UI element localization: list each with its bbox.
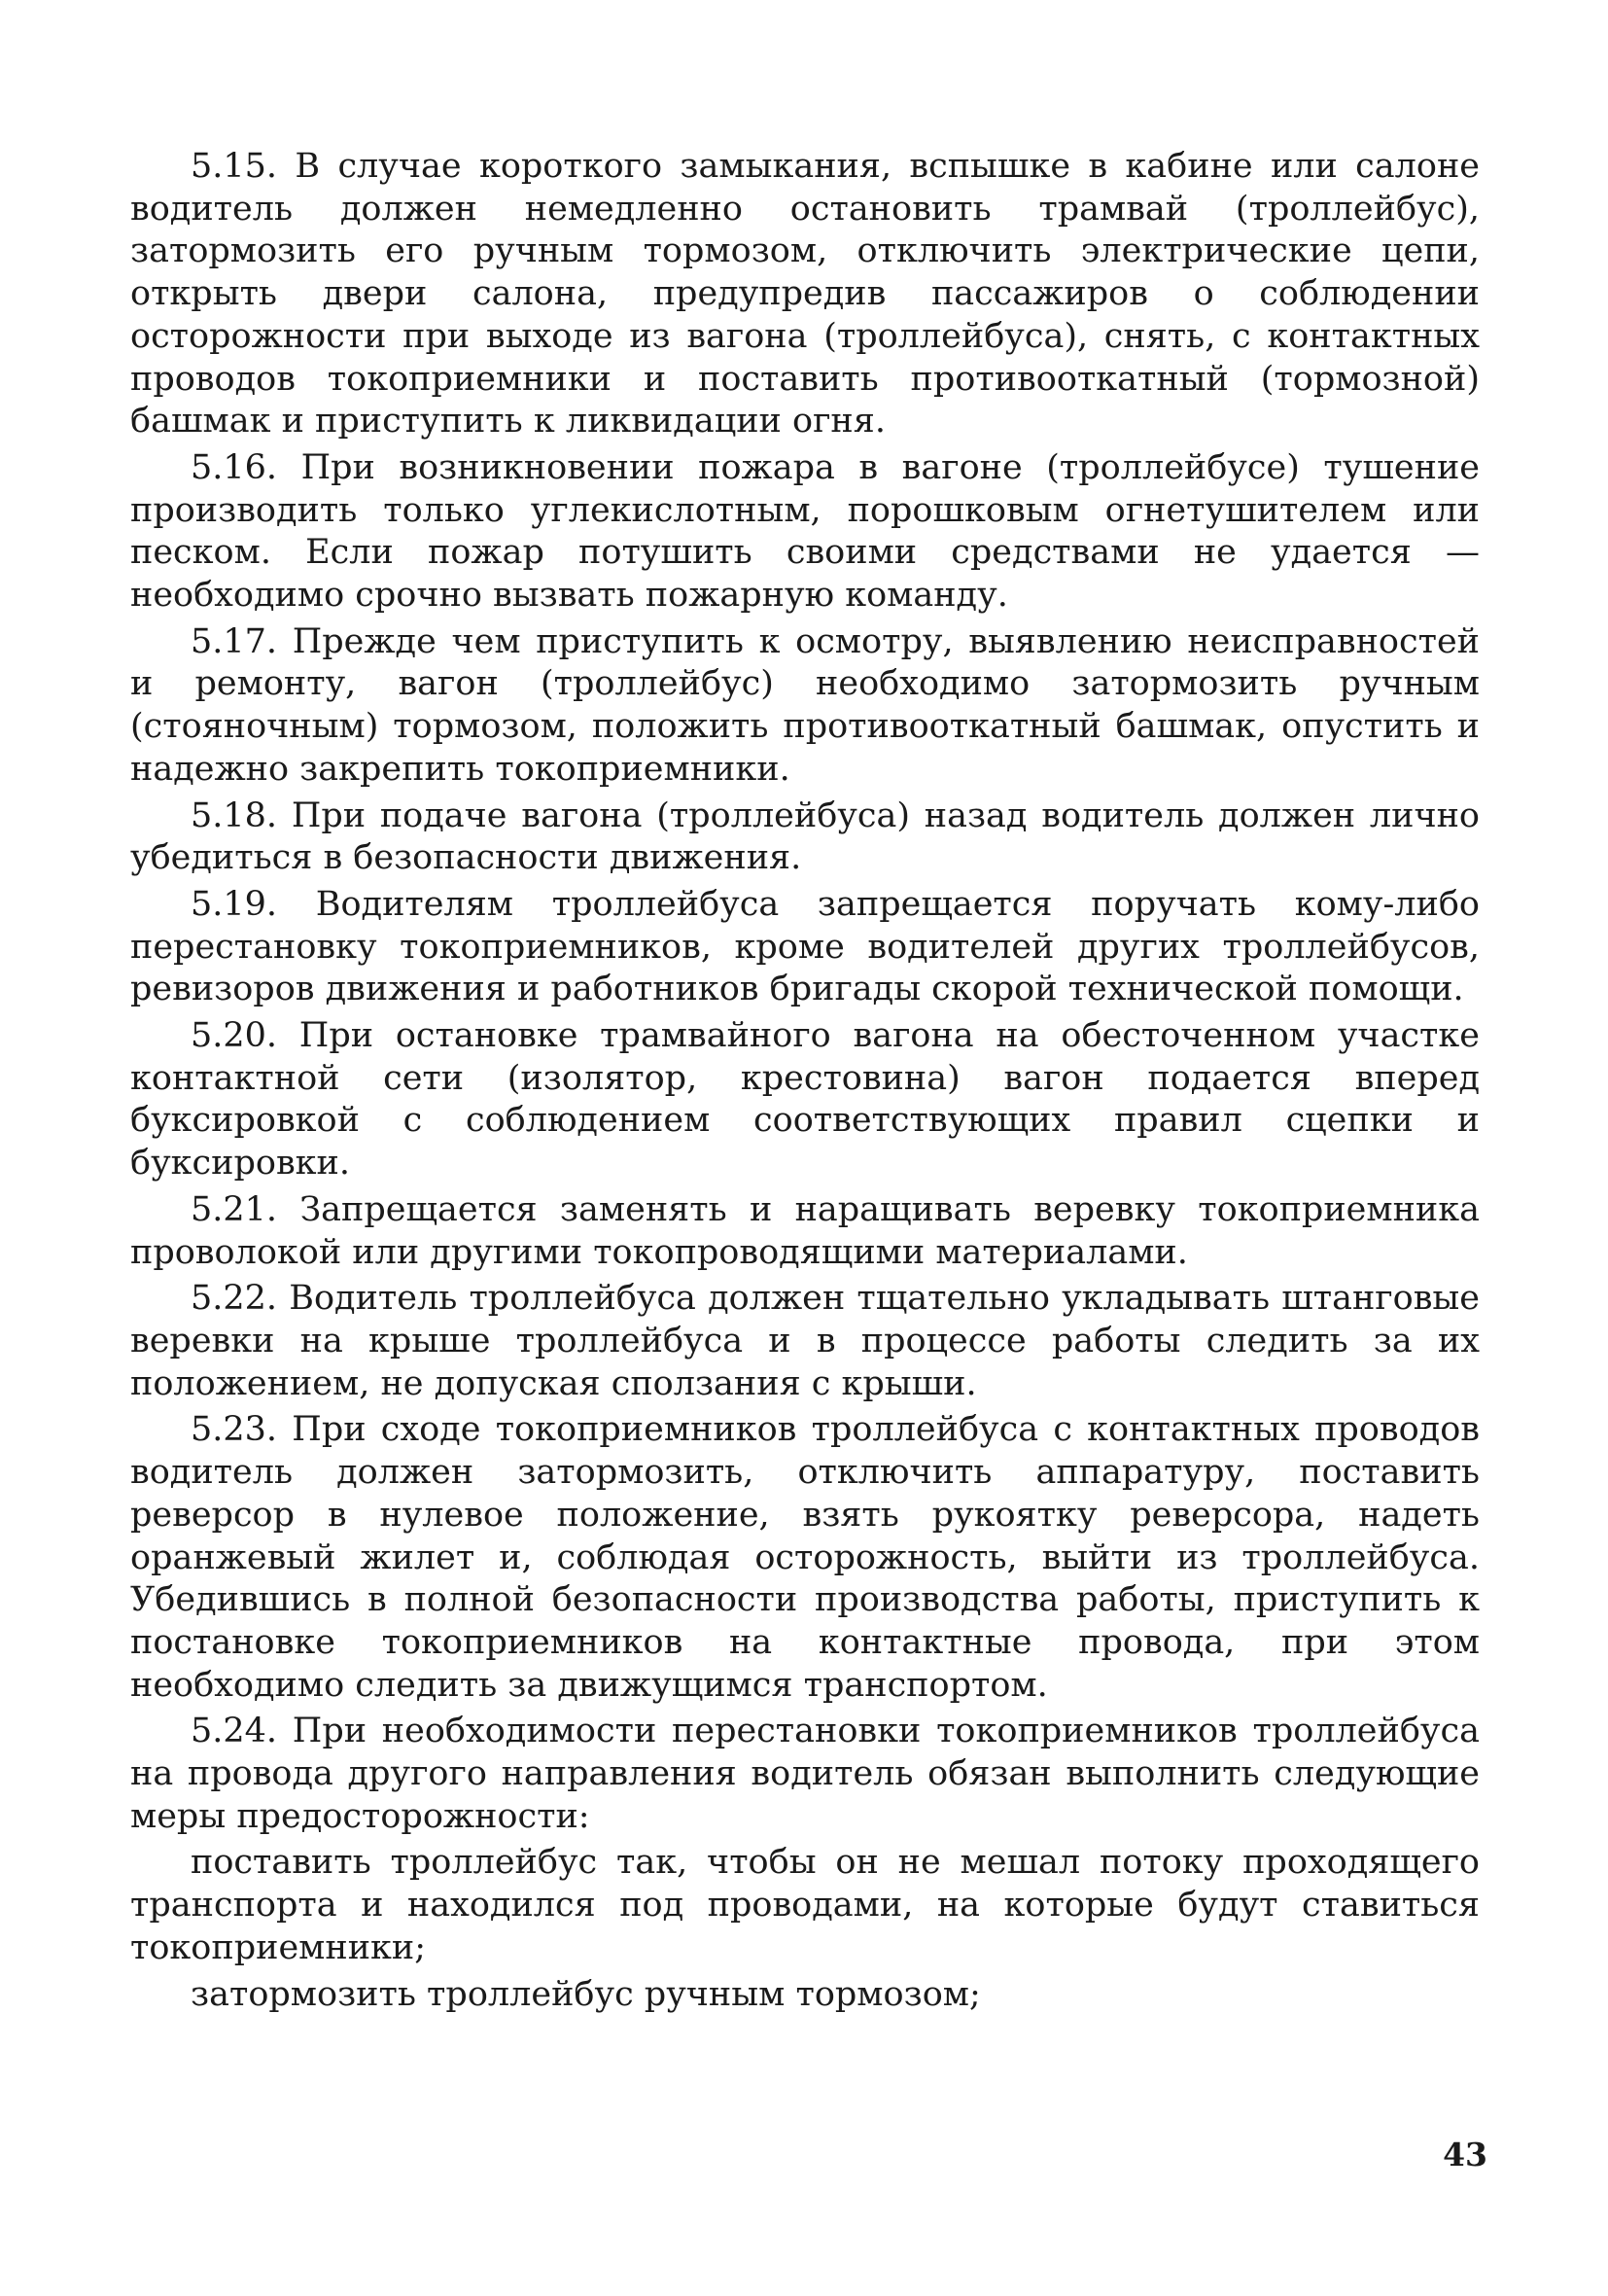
list-item-apply-brake: затормозить троллейбус ручным тормозом; xyxy=(191,1974,981,2014)
paragraph-5-22: 5.22. Водитель троллейбуса должен тщательно укладывать штанговые веревки на крыше троллейбуса и в процессе работы следить за их положением, не допуская сползания с крыши. xyxy=(130,1279,1480,1403)
paragraph-5-19: 5.19. Водителям троллейбуса запрещается поручать кому-либо перестановку токоприемников, кроме водителей других троллейбусов, ревизоров движения и работников бригады скорой технической помощи. xyxy=(130,884,1480,1009)
paragraph-5-20: 5.20. При остановке трамвайного вагона на обесточенном участке контактной сети (изолятор, крестовина) вагон подается вперед буксировкой с соблюдением соответствующих правил сцепки и буксировки. xyxy=(130,1016,1480,1183)
paragraph-5-21: 5.21. Запрещается заменять и наращивать веревку токоприемника проволокой или другими токопроводящими материалами. xyxy=(130,1189,1480,1272)
paragraph-5-16: 5.16. При возникновении пожара в вагоне (троллейбусе) тушение производить только углекислотным, порошковым огнетушителем или песком. Если пожар потушить своими средствами не удается — необходимо срочно вызвать пожарную команду. xyxy=(130,447,1480,616)
paragraph-5-17: 5.17. Прежде чем приступить к осмотру, выявлению неисправностей и ремонту, вагон (троллейбус) необходимо затормозить ручным (стояночным) тормозом, положить противооткатный башмак, опустить и надежно закрепить токоприемники. xyxy=(130,621,1480,789)
paragraph-5-18: 5.18. При подаче вагона (троллейбуса) назад водитель должен лично убедиться в безопасности движения. xyxy=(130,795,1480,878)
body-text xyxy=(130,146,1480,2020)
paragraph-5-24: 5.24. При необходимости перестановки токоприемников троллейбуса на провода другого направления водитель обязан выполнить следующие меры предосторожности: xyxy=(130,1712,1480,1836)
list-item-position-trolleybus: поставить троллейбус так, чтобы он не мешал потоку проходящего транспорта и находился под проводами, на которые будут ставиться токоприемники; xyxy=(130,1843,1480,1967)
paragraph-5-15: 5.15. В случае короткого замыкания, вспышке в кабине или салоне водитель должен немедленно остановить трамвай (троллейбус), затормозить его ручным тормозом, отключить электрические цепи, открыть двери салона, предупредив пассажиров о соблюдении осторожности при выходе из вагона (троллейбуса), снять, с контактных проводов токоприемники и поставить противооткатный (тормозной) башмак и приступить к ликвидации огня. xyxy=(130,147,1480,442)
paragraph-5-23: 5.23. При сходе токоприемников троллейбуса с контактных проводов водитель должен затормозить, отключить аппаратуру, поставить реверсор в нулевое положение, взять рукоятку реверсора, надеть оранжевый жилет и, соблюдая осторожность, выйти из троллейбуса. Убедившись в полной безопасности производства работы, приступить к постановке токоприемников на контактные провода, при этом необходимо следить за движущимся транспортом. xyxy=(130,1410,1480,1705)
page-number: 43 xyxy=(1443,2136,1487,2173)
